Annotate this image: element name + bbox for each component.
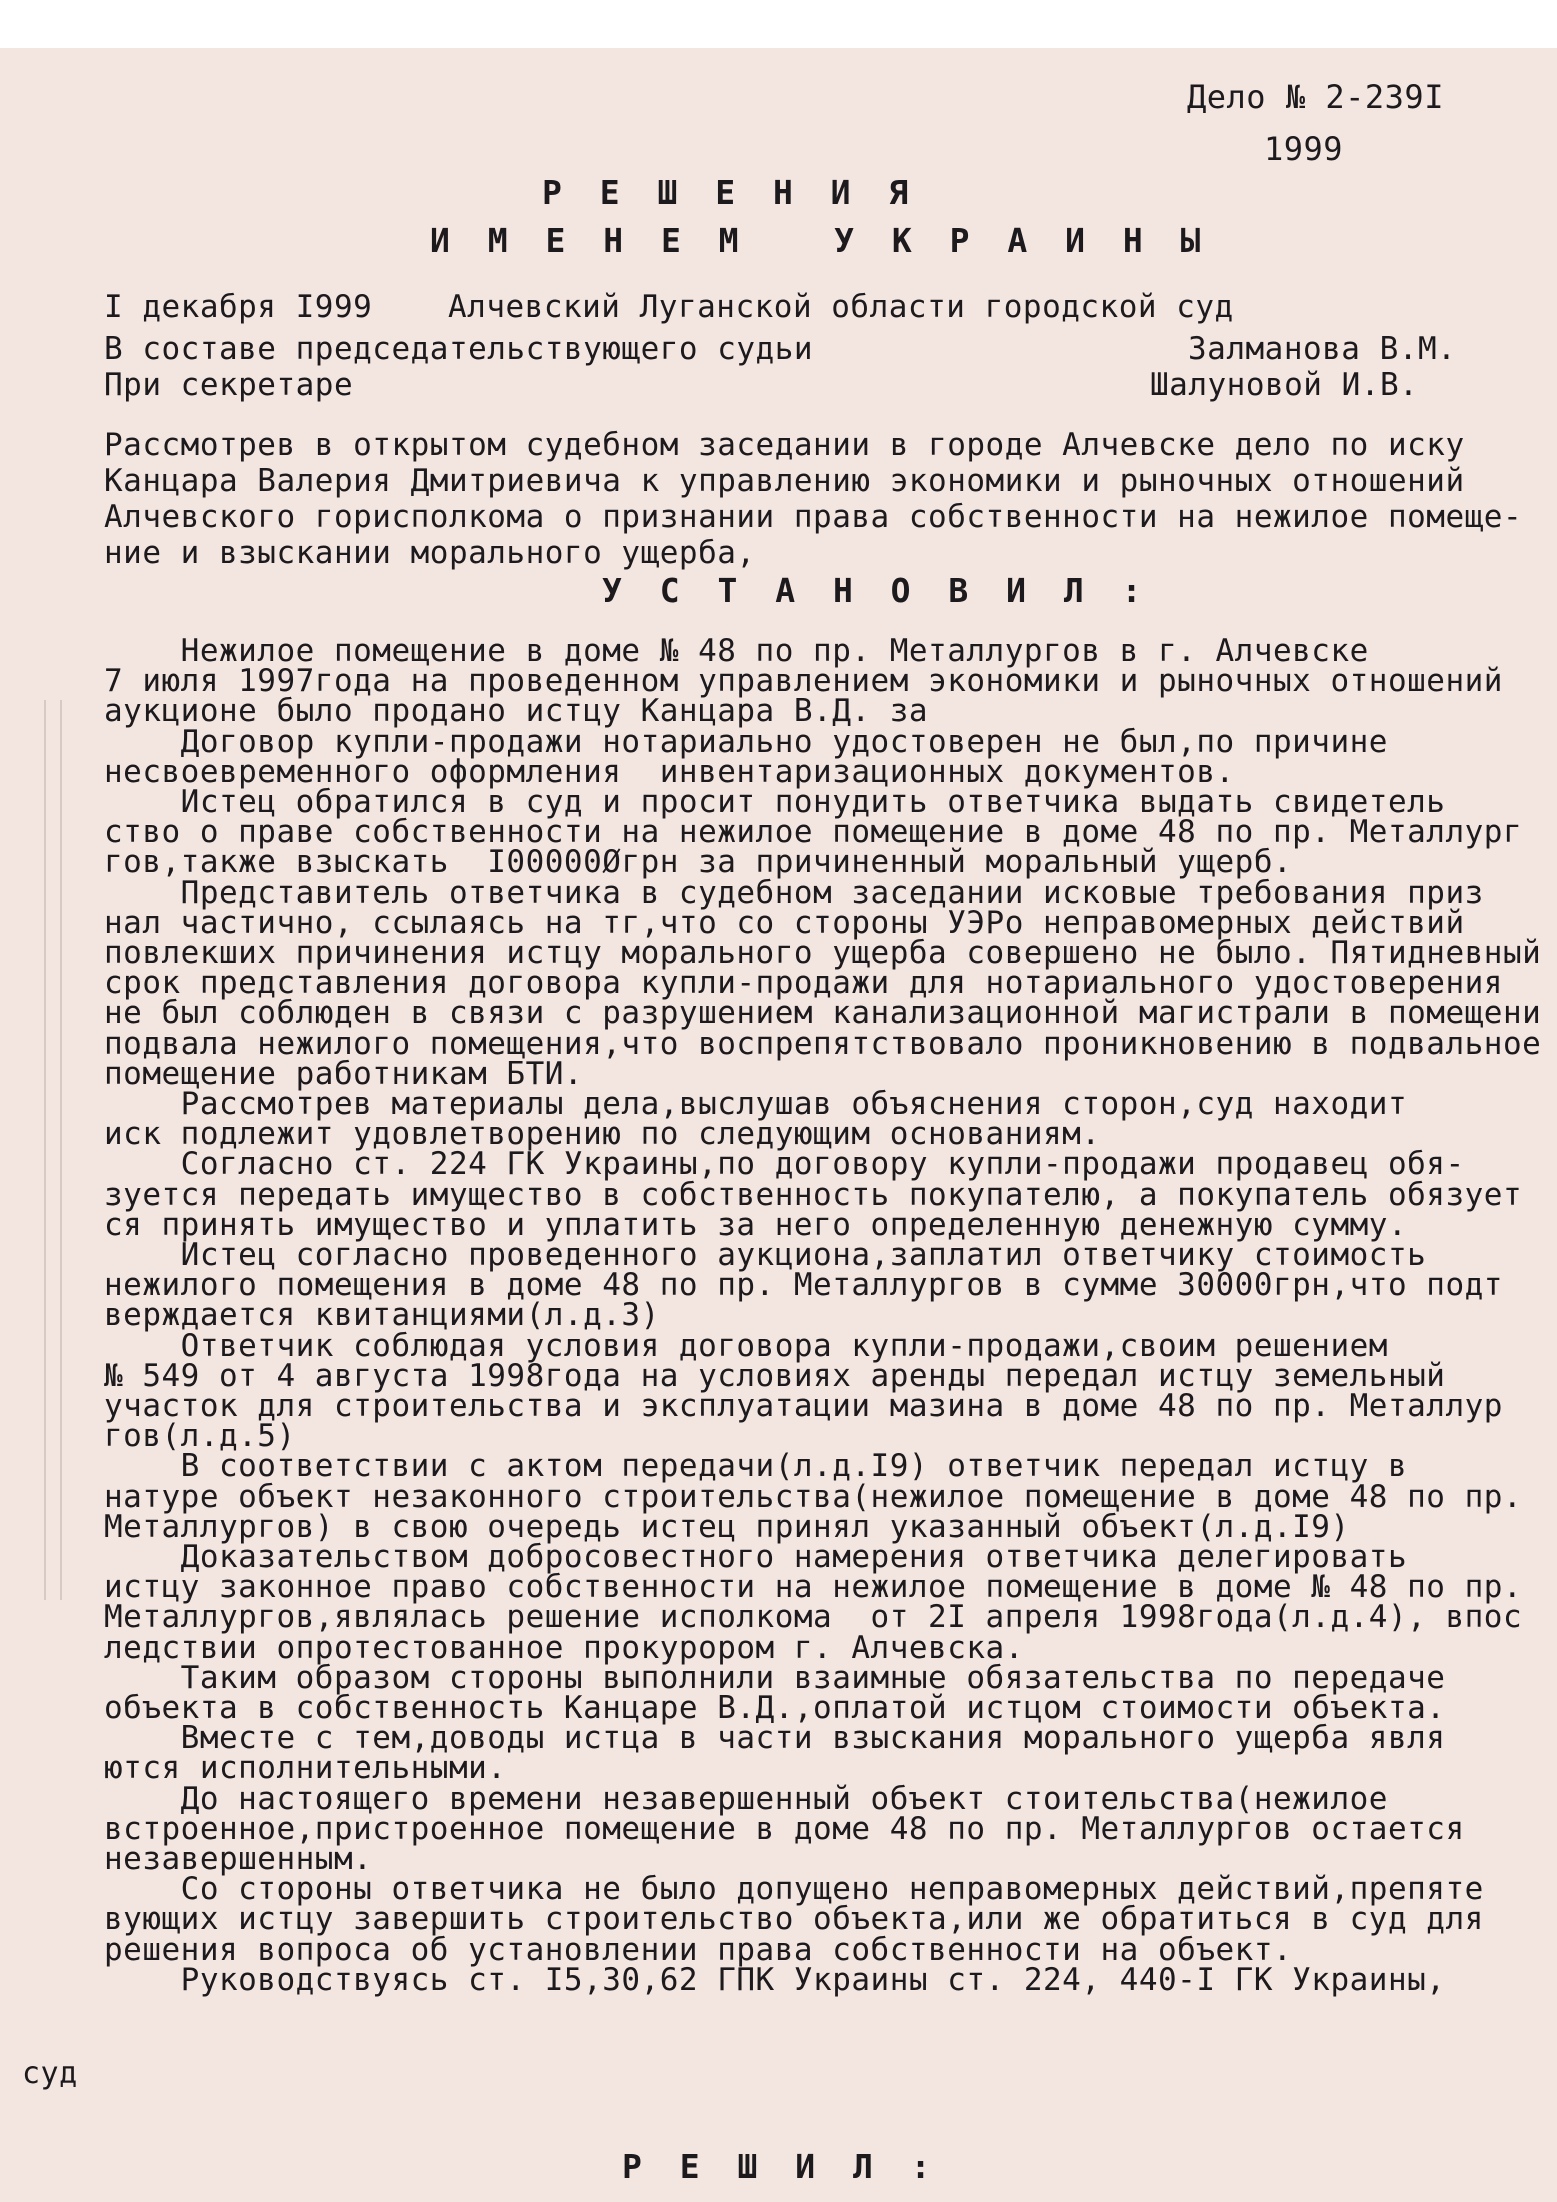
body-line: Истец согласно проведенного аукциона,заплатил ответчику стоимость bbox=[104, 1237, 1427, 1273]
margin-note: суд bbox=[22, 2056, 78, 2091]
body-line: участок для строительства и эксплуатации мазина в доме 48 по пр. Металлур bbox=[104, 1388, 1503, 1424]
body-line: иск подлежит удовлетворению по следующим основаниям. bbox=[104, 1116, 1101, 1153]
case-number: Дело № 2-239I bbox=[1187, 78, 1444, 116]
secretary-label: При секретаре bbox=[104, 367, 354, 403]
body-line: истцу законное право собственности на нежилое помещение в доме № 48 по пр. bbox=[104, 1569, 1523, 1606]
body-line: ются исполнительными. bbox=[104, 1750, 507, 1787]
body-line: ледствии опротестованное прокурором г. Алчевска. bbox=[104, 1629, 1024, 1666]
court-name: Алчевский Луганской области городской суд bbox=[448, 289, 1234, 325]
body-line: повлекших причинения истцу морального ущерба совершено не было. Пятидневный bbox=[104, 935, 1542, 971]
body-line: Нежилое помещение в доме № 48 по пр. Металлургов в г. Алчевске bbox=[104, 633, 1369, 669]
case-year: 1999 bbox=[1264, 130, 1344, 168]
body-line: несвоевременного оформления инвентаризационных документов. bbox=[104, 753, 1235, 790]
body-line: Истец обратился в суд и просит понудить ответчика выдать свидетель bbox=[104, 784, 1446, 820]
secretary-name: Шалуновой И.В. bbox=[1150, 367, 1419, 403]
body-line: Ответчик соблюдая условия договора купли-продажи,своим решением bbox=[104, 1327, 1388, 1364]
decision-date: I декабря I999 bbox=[104, 289, 373, 325]
body-line: ся принять имущество и уплатить за него определенную денежную сумму. bbox=[104, 1206, 1408, 1243]
binding-holes bbox=[44, 700, 62, 1600]
body-line: В соответствии с актом передачи(л.д.I9) ответчик передал истцу в bbox=[104, 1448, 1408, 1485]
body-line: Доказательством добросовестного намерения ответчика делегировать bbox=[104, 1539, 1408, 1575]
decided-heading: Р Е Ш И Л : bbox=[622, 2147, 940, 2186]
established-heading: У С Т А Н О В И Л : bbox=[602, 571, 1151, 610]
body-line: № 549 от 4 августа 1998года на условиях аренды передал истцу земельный bbox=[104, 1357, 1446, 1394]
body-line: До настоящего времени незавершенный объект стоительства(нежилое bbox=[104, 1780, 1388, 1817]
document-title: Р Е Ш Е Н И Я bbox=[542, 173, 918, 212]
body-line: Договор купли-продажи нотариально удостоверен не был,по причине bbox=[104, 723, 1388, 760]
body-line: ство о праве собственности на нежилое помещение в доме 48 по пр. Металлург bbox=[104, 814, 1523, 851]
judge-name: Залманова В.М. bbox=[1188, 331, 1457, 367]
body-line: не был соблюден в связи с разрушением канализационной магистрали в помещени bbox=[104, 995, 1542, 1032]
body-line: срок представления договора купли-продажи для нотариального удостоверения bbox=[104, 965, 1503, 1002]
body-line: Представитель ответчика в судебном заседании исковые требования приз bbox=[104, 874, 1484, 911]
body-line: встроенное,пристроенное помещение в доме 48 по пр. Металлургов остается bbox=[104, 1810, 1465, 1847]
intro-line: ние и взыскании морального ущерба, bbox=[104, 535, 756, 571]
intro-line: Алчевского горисполкома о признании права собственности на нежилое помеще- bbox=[104, 499, 1523, 535]
body-line: Металлургов) в свою очередь истец принял указанный объект(л.д.I9) bbox=[104, 1508, 1350, 1545]
body-line: Рассмотрев материалы дела,выслушав объяснения сторон,суд находит bbox=[104, 1086, 1408, 1122]
body-line: натуре объект незаконного строительства(нежилое помещение в доме 48 по пр. bbox=[104, 1478, 1523, 1515]
body-line: зуется передать имущество в собственность покупателю, а покупатель обязует bbox=[104, 1176, 1523, 1213]
body-line: подвала нежилого помещения,что воспрепятствовало проникновению в подвальное bbox=[104, 1025, 1542, 1062]
body-line: решения вопроса об установлении права собственности на объект. bbox=[104, 1931, 1293, 1968]
body-line: 7 июля 1997года на проведенном управлением экономики и рыночных отношений bbox=[104, 663, 1503, 700]
body-line: Руководствуясь ст. I5,30,62 ГПК Украины ст. 224, 440-I ГК Украины, bbox=[104, 1961, 1446, 1998]
body-line: Вместе с тем,доводы истца в части взыскания морального ущерба явля bbox=[104, 1720, 1446, 1757]
body-line: объекта в собственность Канцаре В.Д.,оплатой истцом стоимости объекта. bbox=[104, 1690, 1446, 1726]
body-line: помещение работникам БТИ. bbox=[104, 1055, 584, 1092]
body-line: Со стороны ответчика не было допущено неправомерных действий,препяте bbox=[104, 1871, 1484, 1908]
body-line: вующих истцу завершить строительство объекта,или же обратиться в суд для bbox=[104, 1901, 1484, 1938]
composition-label: В составе председательствующего судьи bbox=[104, 331, 814, 367]
body-line: Таким образом стороны выполнили взаимные обязательства по передаче bbox=[104, 1659, 1446, 1696]
body-line: незавершенным. bbox=[104, 1841, 373, 1877]
body-line: нал частично, ссылаясь на тг,что со стороны УЭРо неправомерных действий bbox=[104, 904, 1465, 941]
body-line: аукционе было продано истцу Канцара В.Д. за bbox=[104, 693, 929, 730]
body-line: нежилого помещения в доме 48 по пр. Металлургов в сумме 30000грн,что подт bbox=[104, 1267, 1503, 1304]
intro-line: Рассмотрев в открытом судебном заседании в городе Алчевске дело по иску bbox=[104, 427, 1465, 463]
body-line: верждается квитанциями(л.д.3) bbox=[104, 1297, 660, 1334]
body-line: гов,также взыскать I00000Øгрн за причиненный моральный ущерб. bbox=[104, 844, 1293, 881]
body-line: гов(л.д.5) bbox=[104, 1418, 296, 1455]
intro-line: Канцара Валерия Дмитриевича к управлению экономики и рыночных отношений bbox=[104, 463, 1465, 499]
document-title-line2: И М Е Н Е М У К Р А И Н Ы bbox=[430, 221, 1210, 260]
body-line: Металлургов,являлась решение исполкома от 2I апреля 1998года(л.д.4), впос bbox=[104, 1599, 1523, 1636]
body-line: Согласно ст. 224 ГК Украины,по договору купли-продажи продавец обя- bbox=[104, 1146, 1465, 1183]
